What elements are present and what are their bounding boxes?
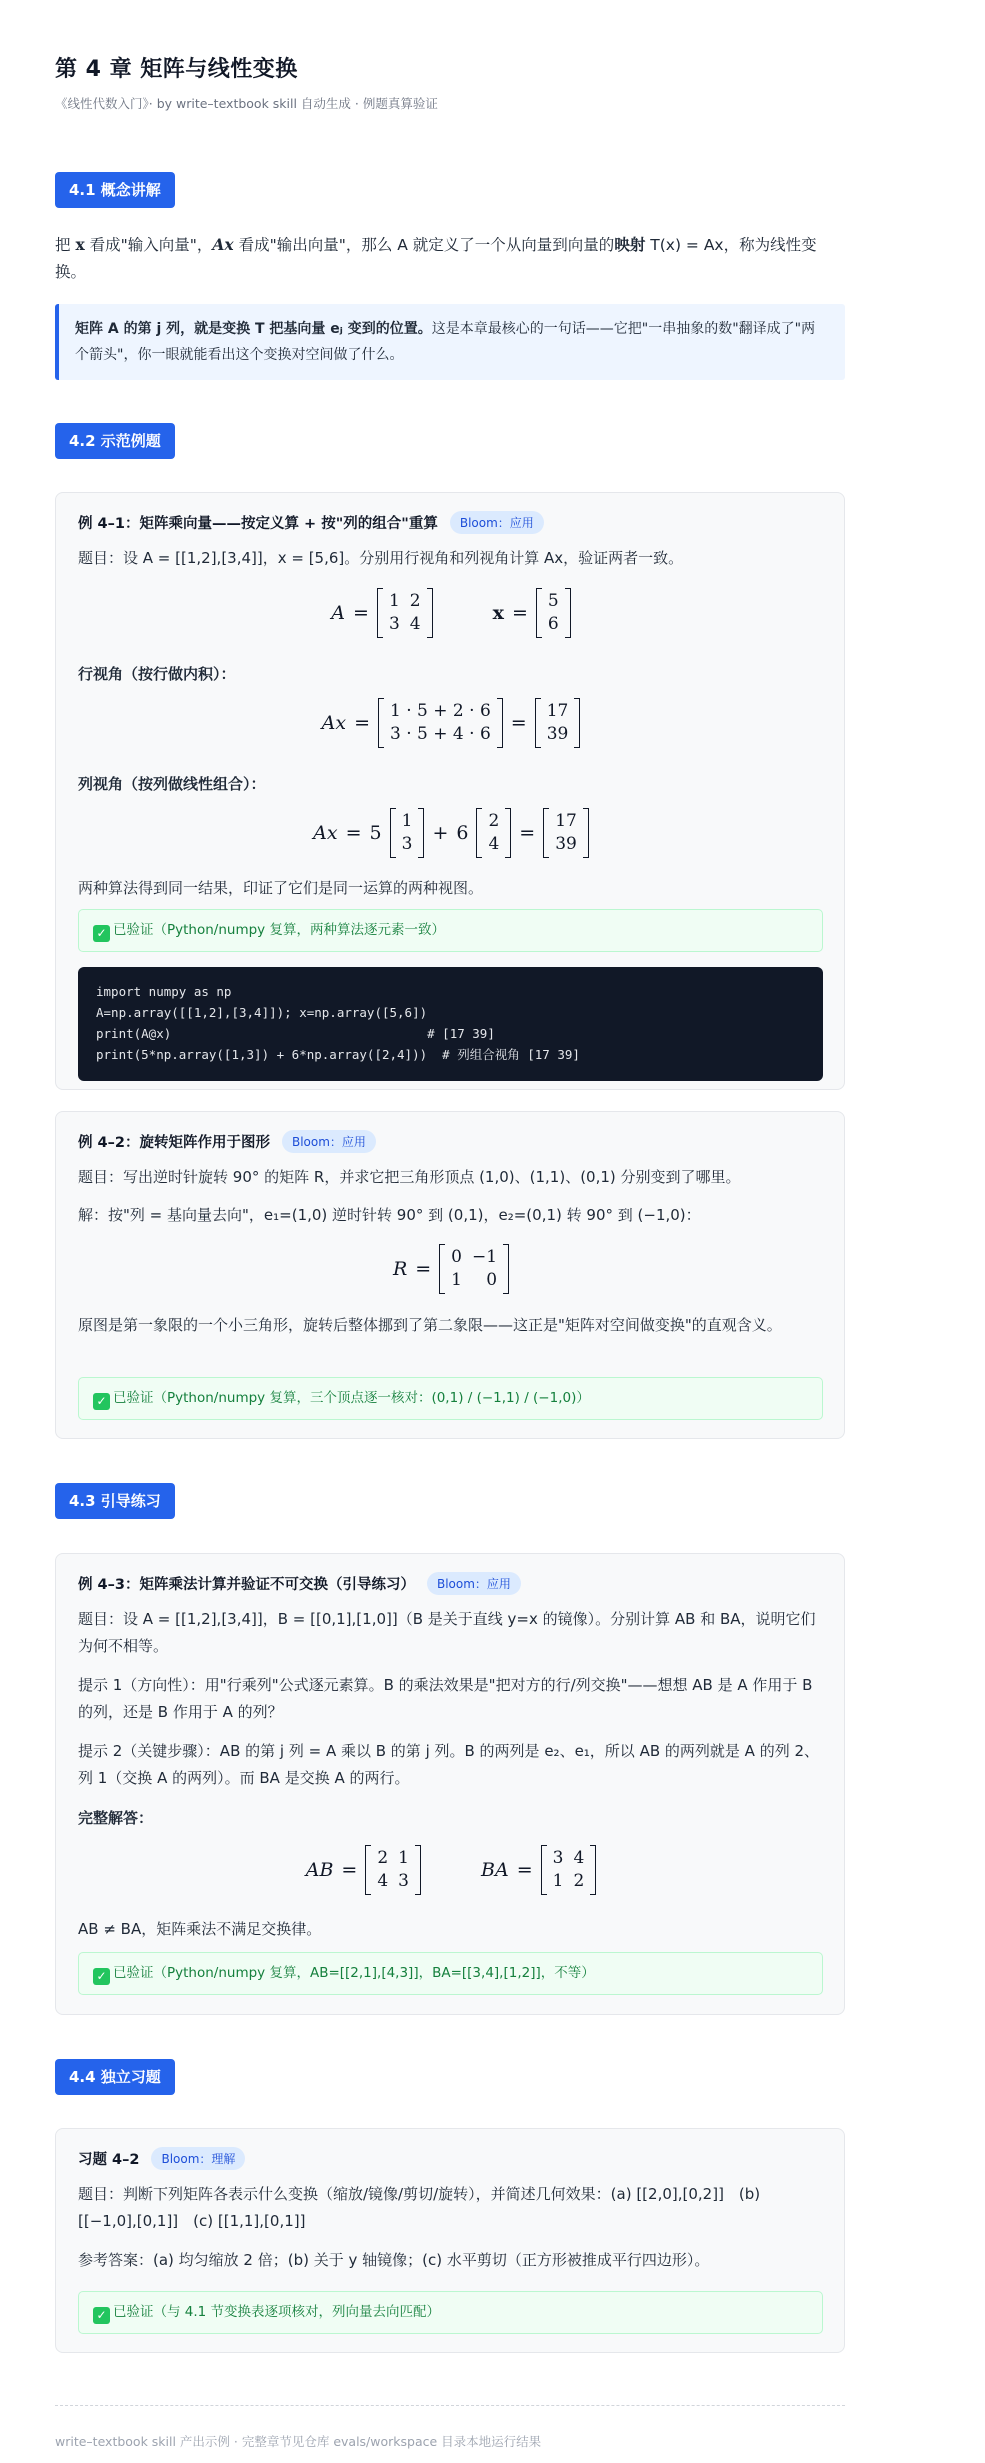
matrix-cell: 39 xyxy=(546,724,569,744)
math-symbol: Ax xyxy=(321,712,347,734)
section-heading-4-1: 4.1 概念讲解 xyxy=(55,172,175,208)
math-eq: = xyxy=(353,602,369,624)
exercise-card-4-2 xyxy=(55,2128,845,2353)
example-problem: 题目：设 A = [[1,2],[3,4]]，B = [[0,1],[1,0]]（B 是关于直线 y=x 的镜像）。分别计算 AB 和 BA，说明它们为何不相等。 xyxy=(78,1610,816,1655)
matrix-cell: 3 · 5 + 4 · 6 xyxy=(390,724,491,744)
result-vector xyxy=(543,808,589,858)
matrix-cell: 4 xyxy=(488,834,500,854)
math-eq: = xyxy=(345,822,362,844)
math-ab-ba xyxy=(56,1839,846,1901)
math-eq: = xyxy=(516,1859,533,1881)
matrix-cell: 1 xyxy=(398,1848,409,1868)
example-card-4-1 xyxy=(55,492,845,1090)
matrix-cell: 6 xyxy=(547,614,559,634)
key-insight-callout xyxy=(55,304,845,380)
exercise-title: 习题 4–2 xyxy=(78,2152,140,2168)
check-icon: ✓ xyxy=(93,2307,110,2324)
column-vector xyxy=(390,808,425,858)
math-eq: = xyxy=(519,822,536,844)
example-problem: 题目：写出逆时针旋转 90° 的矩阵 R，并求它把三角形顶点 (1,0)、(1,1)、(0,1) 分别变到了哪里。 xyxy=(78,1168,741,1186)
matrix-cell: 1 · 5 + 2 · 6 xyxy=(390,701,491,721)
math-symbol: x xyxy=(492,602,504,624)
matrix-cell: 2 xyxy=(488,811,500,831)
intro-math-ax: Ax xyxy=(212,235,234,254)
matrix-cell: 0 xyxy=(486,1270,498,1290)
col-view-label: 列视角（按列做线性组合）： xyxy=(78,775,266,793)
example-conclusion: 两种算法得到同一结果，印证了它们是同一运算的两种视图。 xyxy=(78,879,484,897)
math-definition xyxy=(56,585,846,641)
section-heading-4-3: 4.3 引导练习 xyxy=(55,1483,175,1519)
matrix-ab xyxy=(365,1845,421,1895)
matrix-r xyxy=(439,1244,509,1294)
math-symbol: Ax xyxy=(313,822,338,844)
matrix-cell: 17 xyxy=(546,701,569,721)
math-symbol: R xyxy=(392,1258,408,1280)
matrix-cell: 1 xyxy=(552,1871,564,1891)
check-icon: ✓ xyxy=(93,1968,110,1985)
bloom-badge: Bloom：应用 xyxy=(282,1130,376,1153)
section-heading-4-4: 4.4 独立习题 xyxy=(55,2059,175,2095)
matrix-cell: 3 xyxy=(398,1871,409,1891)
verified-note xyxy=(78,1377,823,1420)
math-symbol: AB xyxy=(305,1859,334,1881)
chapter-title: 第 4 章 矩阵与线性变换 xyxy=(55,57,298,82)
math-symbol: BA xyxy=(481,1859,509,1881)
check-icon: ✓ xyxy=(93,1393,110,1410)
math-eq: = xyxy=(510,712,527,734)
intro-text: 看成"输入向量"， xyxy=(84,236,213,254)
example-conclusion: 原图是第一象限的一个小三角形，旋转后整体挪到了第二象限——这正是"矩阵对空间做变换"的直观含义。 xyxy=(78,1316,782,1334)
verified-note xyxy=(78,2291,823,2334)
intro-math-x: x xyxy=(75,235,85,254)
column-vector xyxy=(476,808,511,858)
code-block: import numpy as np A=np.array([[1,2],[3,4]]); x=np.array([5,6]) print(A@x) # [17 39] print(5*np.array([1,3]) + 6*np.array([2,4])) # 列组合视角 [17 39] xyxy=(78,967,823,1081)
matrix-cell: 39 xyxy=(555,834,577,854)
example-card-4-2 xyxy=(55,1111,845,1439)
matrix-cell: 5 xyxy=(547,591,559,611)
example-conclusion: AB ≠ BA，矩阵乘法不满足交换律。 xyxy=(78,1920,322,1938)
math-expr-x xyxy=(493,588,571,638)
matrix-cell: 2 xyxy=(573,1871,585,1891)
matrix-cell: 4 xyxy=(377,1871,389,1891)
matrix-cell: 1 xyxy=(451,1270,462,1290)
chapter-subtitle: 《线性代数入门》· by write–textbook skill 自动生成 · 例题真算验证 xyxy=(55,96,438,111)
math-coef: 6 xyxy=(456,822,469,844)
exercise-problem: 题目：判断下列矩阵各表示什么变换（缩放/镜像/剪切/旋转），并简述几何效果：(a) [[2,0],[0,2]] (b) [[−1,0],[0,1]] (c) [[1,1],[0,1]] xyxy=(78,2185,761,2230)
math-eq: = xyxy=(415,1258,432,1280)
bloom-badge: Bloom：理解 xyxy=(151,2147,245,2170)
example-header xyxy=(78,1130,376,1153)
example-header xyxy=(78,1572,521,1595)
math-expr-col xyxy=(313,808,589,858)
hint-1: 提示 1（方向性）：用"行乘列"公式逐元素算。B 的乘法效果是"把对方的行/列交换"——想想 AB 是 A 作用于 B 的列，还是 B 作用于 A 的列？ xyxy=(78,1676,813,1721)
bloom-badge: Bloom：应用 xyxy=(450,511,544,534)
math-col-view xyxy=(56,805,846,861)
verified-text: 已验证（Python/numpy 复算，三个顶点逐一核对：(0,1) / (−1,1) / (−1,0)） xyxy=(113,1390,590,1406)
verified-text: 已验证（与 4.1 节变换表逐项核对，列向量去向匹配） xyxy=(113,2304,441,2320)
math-expr-a xyxy=(331,588,432,638)
matrix-cell: 17 xyxy=(555,811,577,831)
matrix-cell: 3 xyxy=(388,614,400,634)
matrix-ba xyxy=(541,1845,597,1895)
matrix-cell: 2 xyxy=(409,591,421,611)
example-title: 例 4–2：旋转矩阵作用于图形 xyxy=(78,1135,270,1151)
math-expr-row xyxy=(322,698,581,748)
exercise-answer: 参考答案：(a) 均匀缩放 2 倍；(b) 关于 y 轴镜像；(c) 水平剪切（正方形被推成平行四边形）。 xyxy=(78,2251,710,2269)
bloom-badge: Bloom：应用 xyxy=(427,1572,521,1595)
matrix-cell: 1 xyxy=(388,591,400,611)
example-header xyxy=(78,511,544,534)
matrix-cell: 4 xyxy=(573,1848,585,1868)
matrix-cell: −1 xyxy=(472,1247,498,1267)
example-problem: 题目：设 A = [[1,2],[3,4]]，x = [5,6]。分别用行视角和列视角计算 Ax，验证两者一致。 xyxy=(78,549,684,567)
matrix-cell: 4 xyxy=(409,614,421,634)
example-solution: 解：按"列 = 基向量去向"，e₁=(1,0) 逆时针转 90° 到 (0,1)，e₂=(0,1) 转 90° 到 (−1,0)： xyxy=(78,1206,701,1224)
hint-2: 提示 2（关键步骤）：AB 的第 j 列 = A 乘以 B 的第 j 列。B 的两列是 e₂、e₁，所以 AB 的两列就是 A 的列 2、列 1（交换 A 的两列）。而 BA 是交换 A 的两行。 xyxy=(78,1742,820,1787)
matrix-cell: 3 xyxy=(552,1848,564,1868)
section-heading-4-2: 4.2 示范例题 xyxy=(55,423,175,459)
callout-bold: 矩阵 A 的第 j 列，就是变换 T 把基向量 eⱼ 变到的位置。 xyxy=(75,321,432,337)
math-expr-ba xyxy=(481,1845,596,1895)
footer-note: write–textbook skill 产出示例 · 完整章节见仓库 evals/workspace 目录本地运行结果 xyxy=(55,2434,542,2449)
footer-divider xyxy=(55,2405,845,2406)
row-products xyxy=(378,698,503,748)
example-title: 例 4–3：矩阵乘法计算并验证不可交换（引导练习） xyxy=(78,1577,415,1593)
matrix-cell: 3 xyxy=(401,834,413,854)
example-card-4-3 xyxy=(55,1553,845,2015)
verified-text: 已验证（Python/numpy 复算，两种算法逐元素一致） xyxy=(113,922,445,938)
vector-x xyxy=(536,588,571,638)
matrix-cell: 2 xyxy=(377,1848,389,1868)
math-coef: 5 xyxy=(369,822,382,844)
intro-text: 把 xyxy=(55,236,76,254)
result-vector xyxy=(535,698,581,748)
intro-bold-term: 映射 xyxy=(614,236,646,254)
matrix-a xyxy=(377,588,433,638)
math-eq: = xyxy=(341,1859,358,1881)
answer-label: 完整解答： xyxy=(78,1809,154,1827)
exercise-header xyxy=(78,2147,245,2170)
math-plus: + xyxy=(432,822,449,844)
math-rotation-matrix xyxy=(56,1240,846,1298)
math-expr-ab xyxy=(306,1845,421,1895)
math-symbol: A xyxy=(331,602,346,624)
matrix-cell: 1 xyxy=(401,811,413,831)
concept-intro xyxy=(55,231,845,286)
example-title: 例 4–1：矩阵乘向量——按定义算 + 按"列的组合"重算 xyxy=(78,516,438,532)
verified-note xyxy=(78,1952,823,1995)
math-eq: = xyxy=(354,712,371,734)
verified-text: 已验证（Python/numpy 复算，AB=[[2,1],[4,3]]，BA=[[3,4],[1,2]]，不等） xyxy=(113,1965,595,1981)
intro-text: 看成"输出向量"，那么 A 就定义了一个从向量到向量的 xyxy=(233,236,615,254)
intro-text: T(x) = Ax，称为线性变换。 xyxy=(55,236,817,281)
row-view-label: 行视角（按行做内积）： xyxy=(78,665,236,683)
callout-text: 这是本章最核心的一句话——它把"一串抽象的数"翻译成了"两个箭头"，你一眼就能看出这个变换对空间做了什么。 xyxy=(75,321,816,363)
math-row-view xyxy=(56,695,846,751)
check-icon: ✓ xyxy=(93,925,110,942)
math-expr-r xyxy=(393,1244,509,1294)
verified-note xyxy=(78,909,823,952)
math-eq: = xyxy=(511,602,528,624)
matrix-cell: 0 xyxy=(451,1247,462,1267)
